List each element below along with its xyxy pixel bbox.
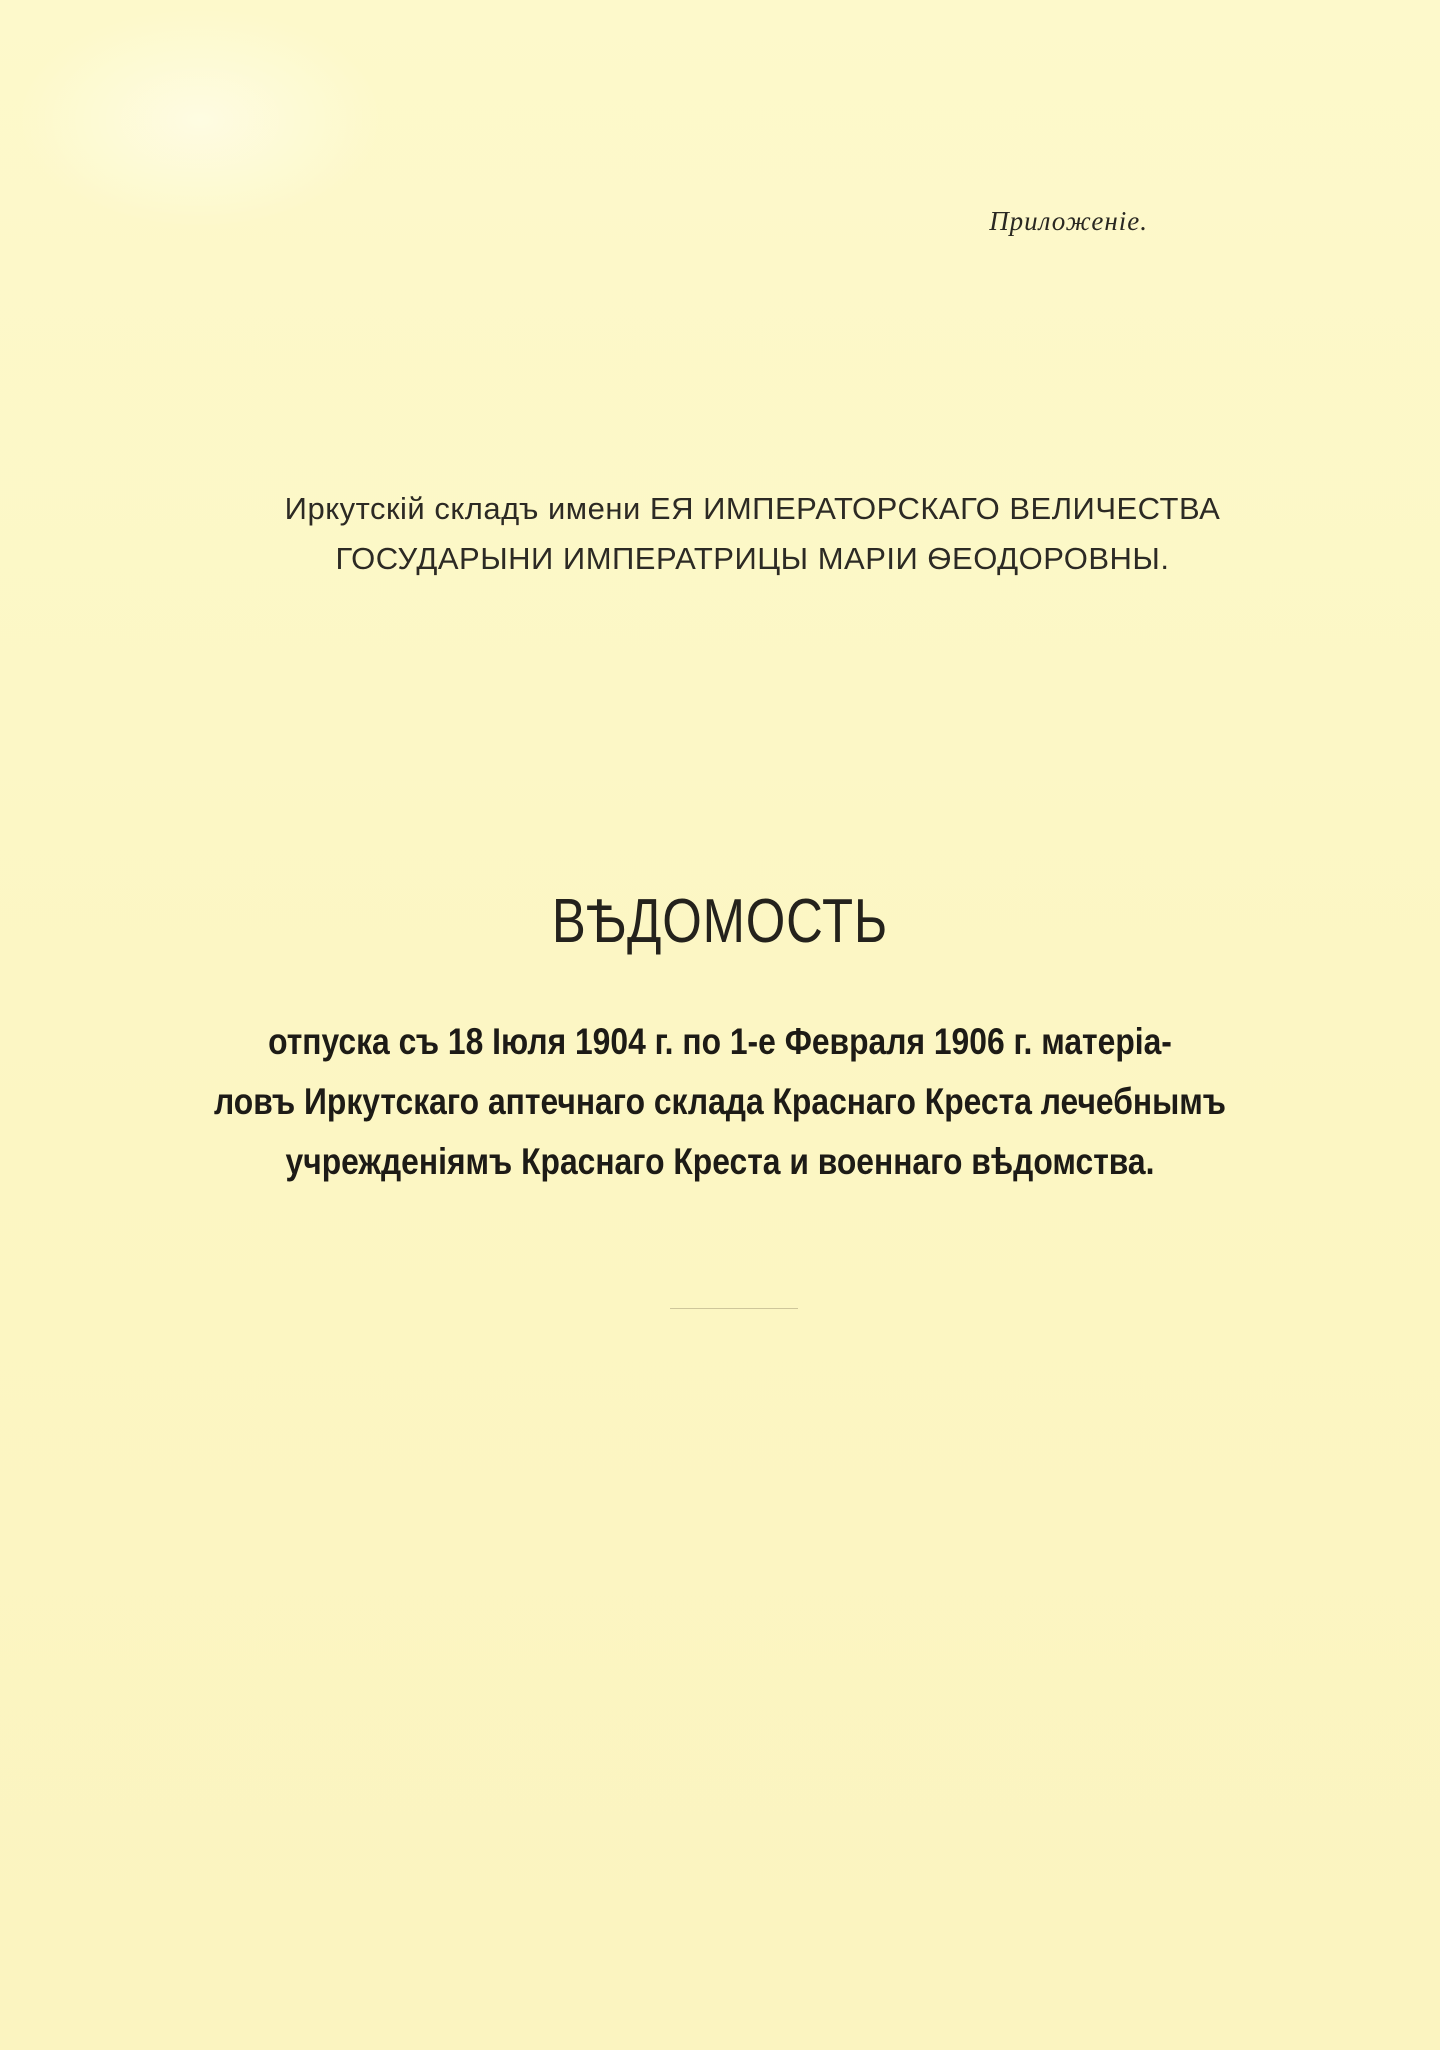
document-subtitle <box>0 1012 1440 1192</box>
subtitle-line-3: учрежденiямъ Краснаго Креста и военнаго вѣдомства. <box>285 1141 1155 1182</box>
document-title: ВѢДОМОСТЬ <box>551 887 889 956</box>
header-line-1: Иркутскiй складъ имени ЕЯ ИМПЕРАТОРСКАГО ВЕЛИЧЕСТВА <box>284 491 1221 526</box>
appendix-label: Приложенiе. <box>989 206 1148 236</box>
warehouse-header <box>0 484 1440 584</box>
divider-rule <box>670 1308 798 1309</box>
header-line-2: ГОСУДАРЫНИ ИМПЕРАТРИЦЫ МАРIИ ѲЕОДОРОВНЫ. <box>335 541 1170 576</box>
subtitle-line-1: отпуска съ 18 Iюля 1904 г. по 1-е Февраля 1906 г. матерiа- <box>268 1021 1172 1062</box>
subtitle-line-2: ловъ Иркутскаго аптечнаго склада Краснаго Креста лечебнымъ <box>213 1081 1226 1122</box>
